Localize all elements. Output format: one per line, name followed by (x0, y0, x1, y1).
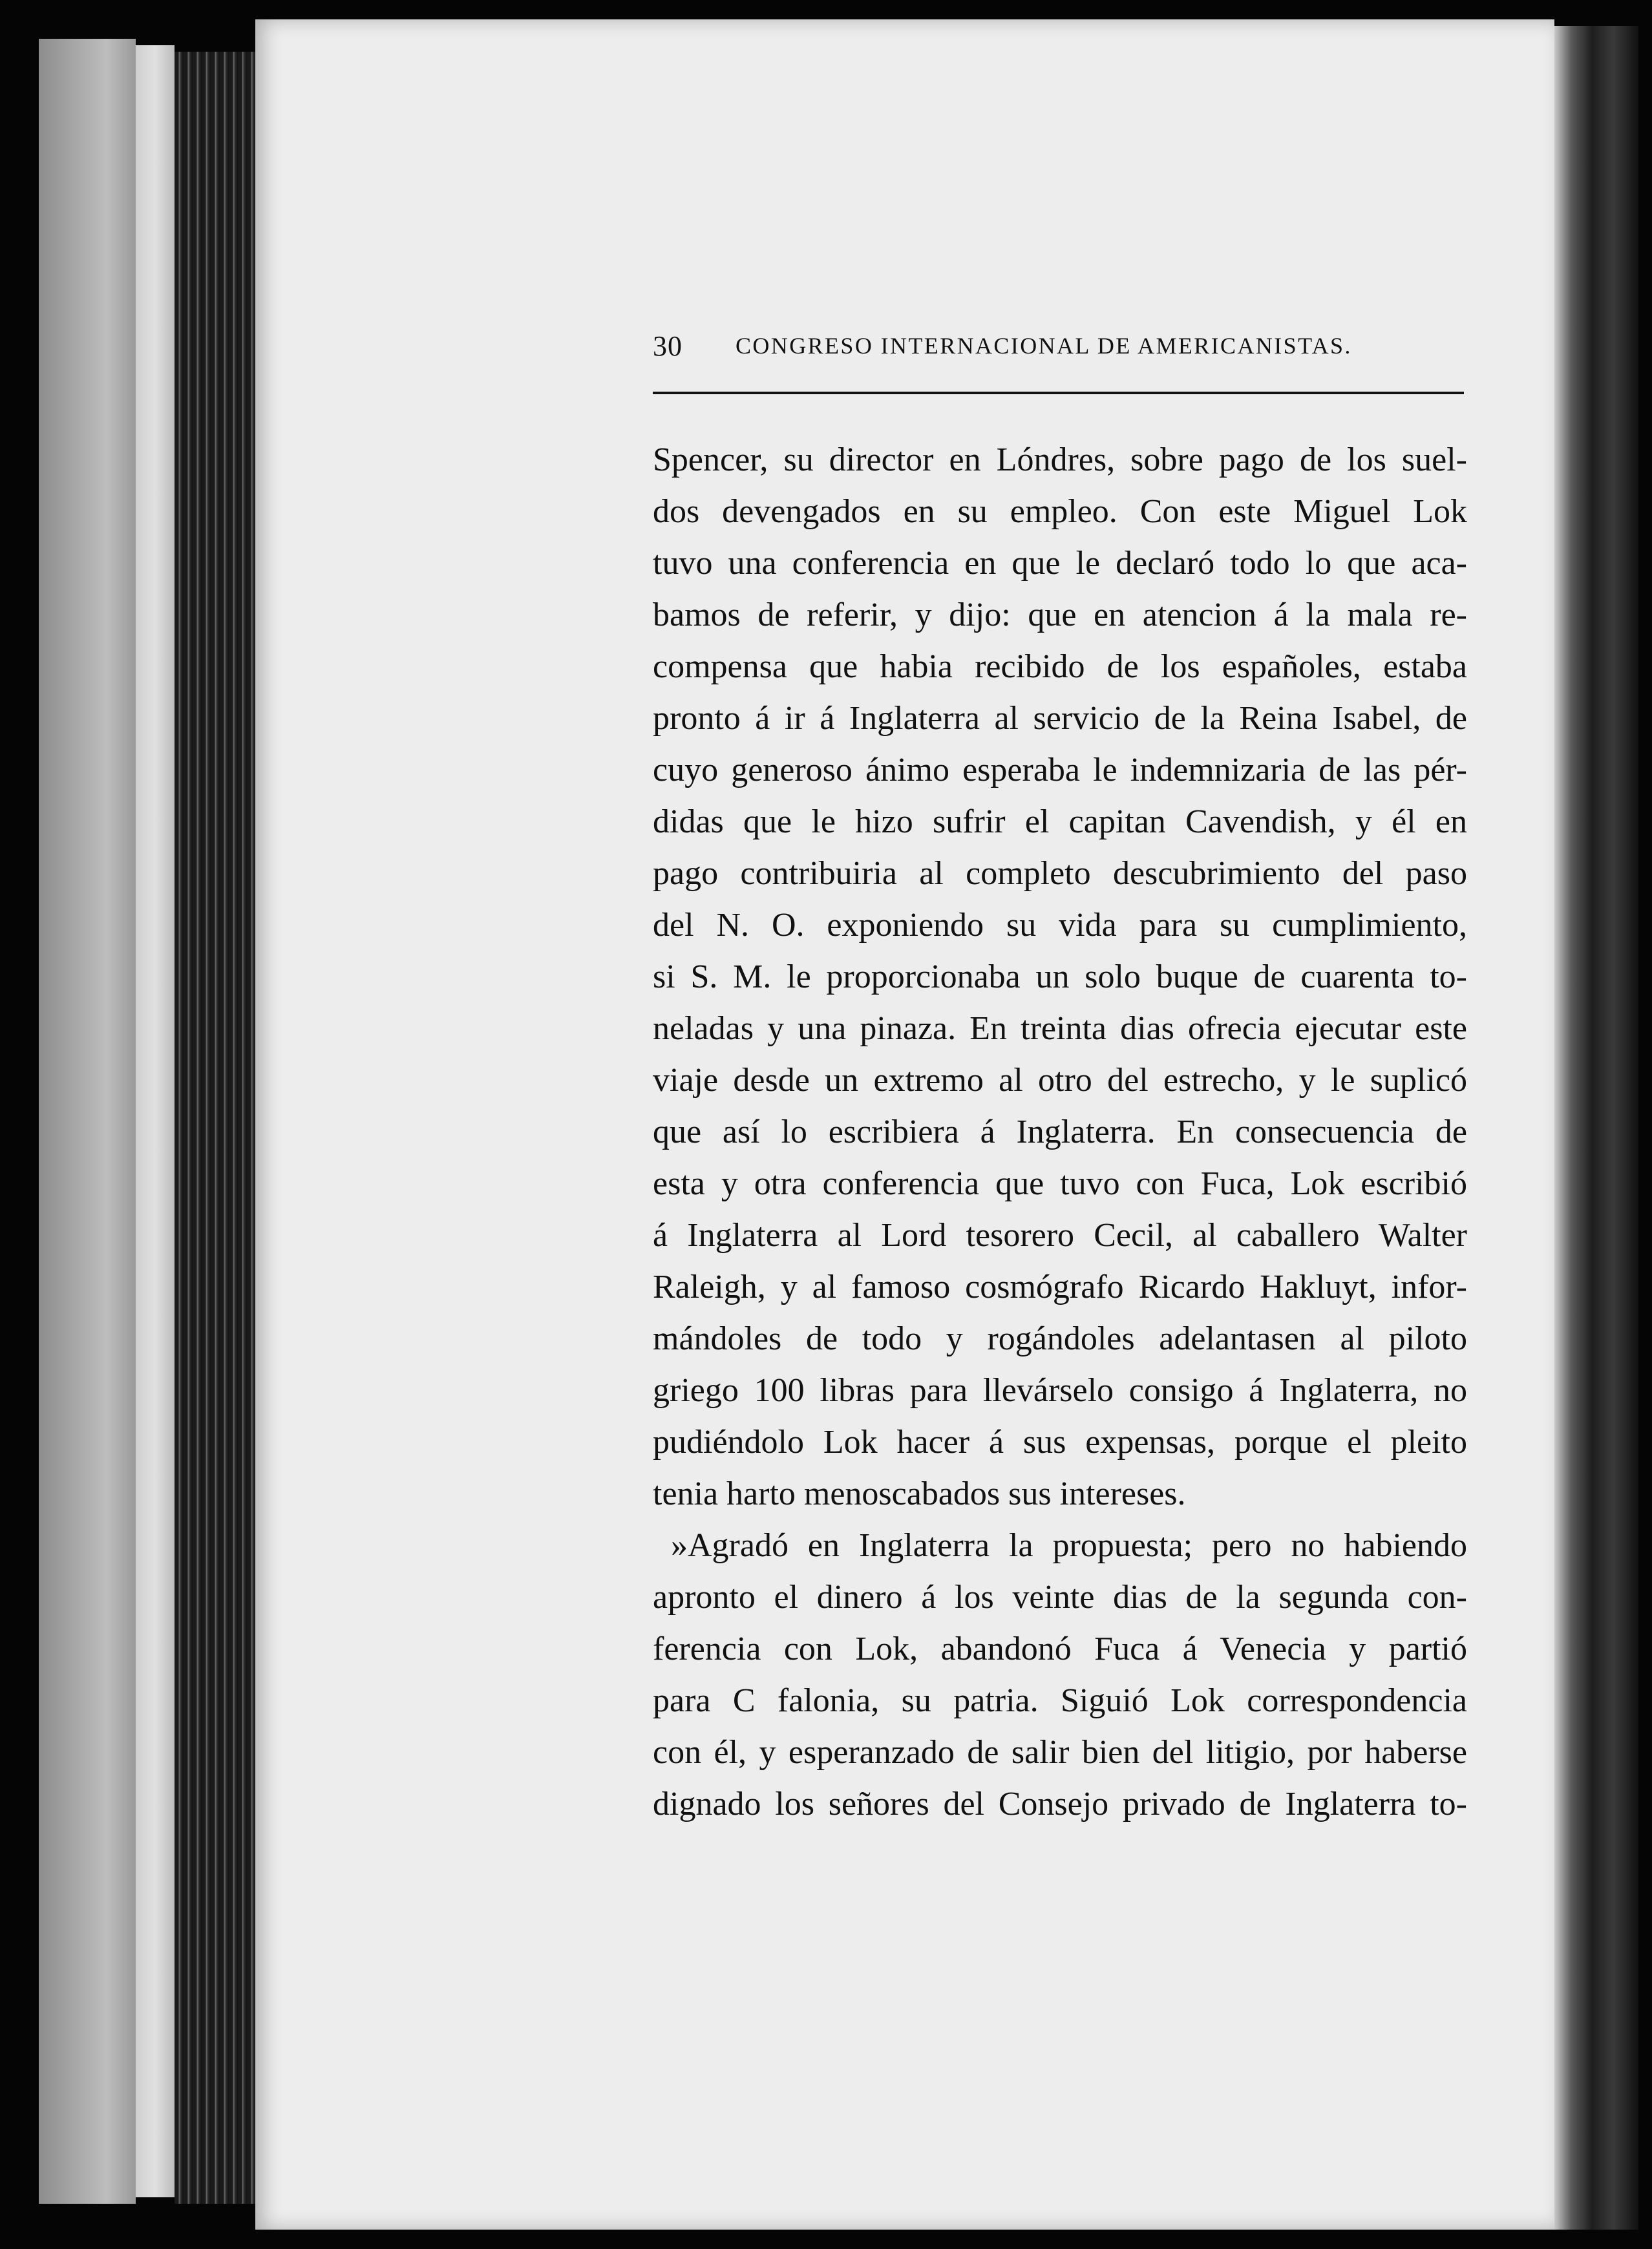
text-line: apronto el dinero á los veinte dias de la segunda con- (653, 1579, 1467, 1616)
page-number: 30 (653, 330, 683, 362)
text-line: tenia harto menoscabados sus intereses. (653, 1475, 1186, 1512)
running-title: CONGRESO INTERNACIONAL DE AMERICANISTAS. (736, 333, 1352, 359)
left-margin-strip (136, 45, 175, 2197)
text-line: bamos de referir, y dijo: que en atencion á la mala re- (653, 597, 1467, 633)
text-line: mándoles de todo y rogándoles adelantasen al piloto (653, 1320, 1467, 1357)
text-line: Raleigh, y al famoso cosmógrafo Ricardo Hakluyt, infor- (653, 1269, 1467, 1305)
text-line: didas que le hizo sufrir el capitan Cavendish, y él en (653, 803, 1467, 840)
text-line: compensa que habia recibido de los españoles, estaba (653, 648, 1467, 685)
text-line: tuvo una conferencia en que le declaró todo lo que aca- (653, 545, 1467, 582)
text-line: dignado los señores del Consejo privado de Inglaterra to- (653, 1786, 1467, 1822)
text-line: ferencia con Lok, abandonó Fuca á Venecia y partió (653, 1631, 1467, 1667)
text-line: para C falonia, su patria. Siguió Lok correspondencia (653, 1682, 1467, 1719)
text-line: Spencer, su director en Lóndres, sobre pago de los suel- (653, 441, 1467, 478)
text-line: si S. M. le proporcionaba un solo buque de cuarenta to- (653, 958, 1467, 995)
stacked-page-edges (175, 52, 259, 2204)
text-line: viaje desde un extremo al otro del estrecho, y le suplicó (653, 1062, 1467, 1099)
text-line: pago contribuiria al completo descubrimiento del paso (653, 855, 1467, 892)
text-line: cuyo generoso ánimo esperaba le indemnizaria de las pér- (653, 752, 1467, 788)
text-line: dos devengados en su empleo. Con este Miguel Lok (653, 493, 1467, 530)
body-text (653, 434, 1467, 1830)
text-line: á Inglaterra al Lord tesorero Cecil, al caballero Walter (653, 1217, 1467, 1254)
text-line: neladas y una pinaza. En treinta dias ofrecia ejecutar este (653, 1010, 1467, 1047)
text-line: »Agradó en Inglaterra la propuesta; pero no habiendo (671, 1527, 1467, 1564)
text-line: pudiéndolo Lok hacer á sus expensas, porque el pleito (653, 1424, 1467, 1461)
text-line: que así lo escribiera á Inglaterra. En consecuencia de (653, 1114, 1467, 1150)
right-binding (1554, 26, 1638, 2230)
text-line: pronto á ir á Inglaterra al servicio de la Reina Isabel, de (653, 700, 1467, 737)
left-cover-board (39, 39, 136, 2204)
text-line: esta y otra conferencia que tuvo con Fuca, Lok escribió (653, 1165, 1467, 1202)
running-head (653, 330, 1461, 368)
text-line: griego 100 libras para llevárselo consigo á Inglaterra, no (653, 1372, 1467, 1409)
text-line: del N. O. exponiendo su vida para su cumplimiento, (653, 907, 1467, 944)
header-rule (653, 392, 1464, 394)
text-line: con él, y esperanzado de salir bien del litigio, por haberse (653, 1734, 1467, 1771)
